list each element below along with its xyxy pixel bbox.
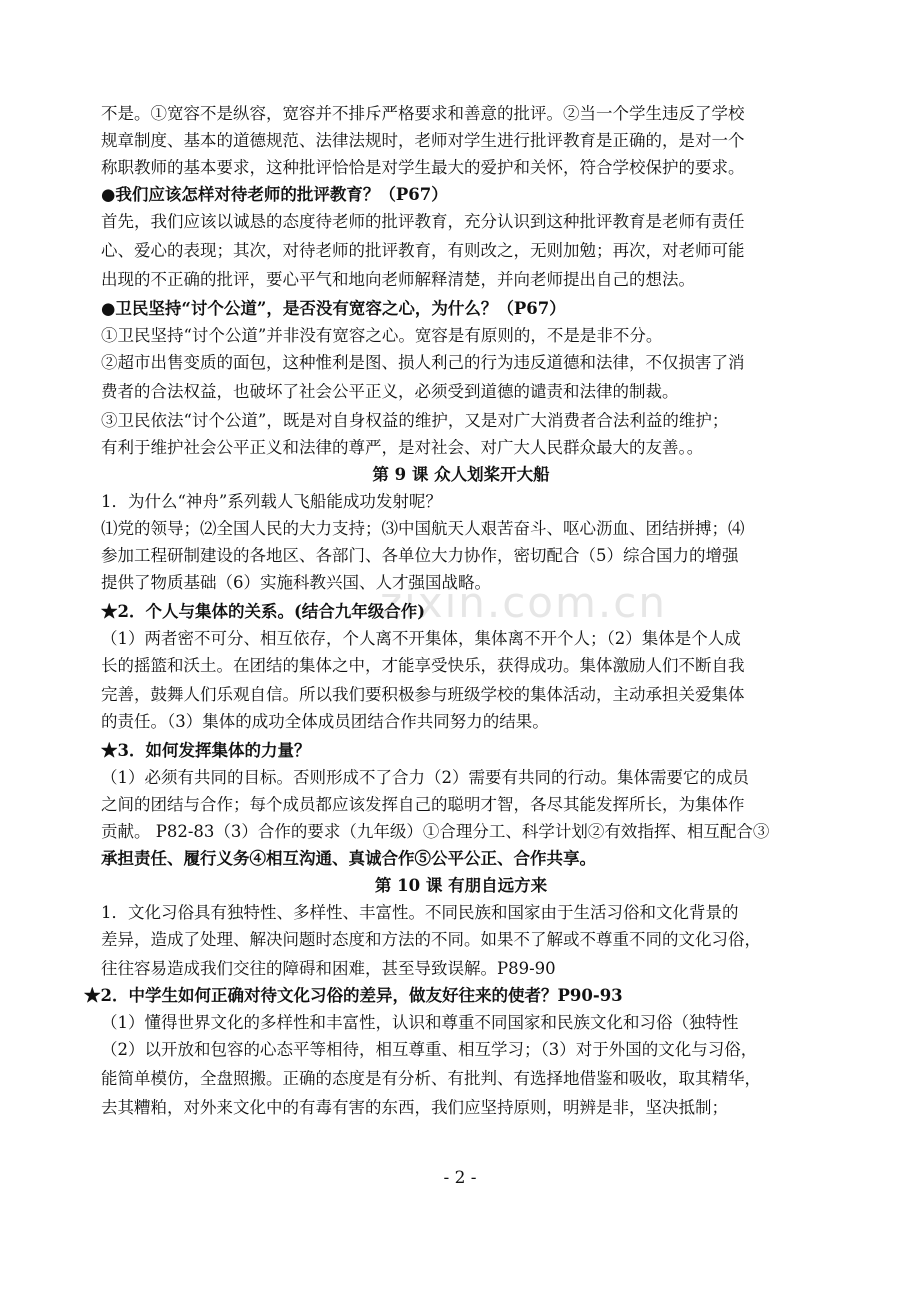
text-line: 出现的不正确的批评，要心平气和地向老师解释清楚，并向老师提出自己的想法。 <box>101 270 695 289</box>
text-line: 规章制度、基本的道德规范、法律法规时，老师对学生进行批评教育是正确的，是对一个 <box>101 131 745 150</box>
question-heading: ★3．如何发挥集体的力量？ <box>101 741 311 760</box>
text-line: ③卫民依法“讨个公道”，既是对自身权益的维护，又是对广大消费者合法利益的维护； <box>101 411 729 430</box>
text-line: 之间的团结与合作；每个成员都应该发挥自己的聪明才智，各尽其能发挥所长，为集体作 <box>101 795 745 814</box>
text-line: 的责任。（3）集体的成功全体成员团结合作共同努力的结果。 <box>101 712 549 731</box>
question-heading: ●我们应该怎样对待老师的批评教育？（P67） <box>101 185 448 204</box>
text-line: （1）必须有共同的目标。否则形成不了合力（2）需要有共同的行动。集体需要它的成员 <box>101 768 749 787</box>
text-line: 贡献。 P82-83（3）合作的要求（九年级）①合理分工、科学计划②有效指挥、相互配合③ <box>101 822 770 841</box>
text-line: 1．为什么“神舟”系列载人飞船能成功发射呢？ <box>101 492 442 511</box>
question-heading: ●卫民坚持“讨个公道”，是否没有宽容之心，为什么？（P67） <box>101 299 566 318</box>
text-line: 首先，我们应该以诚恳的态度待老师的批评教育，充分认识到这种批评教育是老师有责任 <box>101 212 745 231</box>
text-line: 心、爱心的表现；其次，对待老师的批评教育，有则改之，无则加勉；再次，对老师可能 <box>101 241 745 260</box>
text-line: （2）以开放和包容的心态平等相待，相互尊重、相互学习；（3）对于外国的文化与习俗， <box>101 1040 758 1059</box>
text-line: 有利于维护社会公平正义和法律的尊严，是对社会、对广大人民群众最大的友善。。 <box>101 438 704 457</box>
lesson-title: 第 9 课 众人划桨开大船 <box>372 465 550 484</box>
text-line: 能简单模仿，全盘照搬。正确的态度是有分析、有批判、有选择地借鉴和吸收，取其精华， <box>101 1069 761 1088</box>
question-heading: ★2．中学生如何正确对待文化习俗的差异，做友好往来的使者？P90-93 <box>84 986 623 1005</box>
text-line: 不是。①宽容不是纵容，宽容并不排斥严格要求和善意的批评。②当一个学生违反了学校 <box>101 104 745 123</box>
text-line: 去其糟粕，对外来文化中的有毒有害的东西，我们应坚持原则，明辨是非，坚决抵制； <box>101 1098 728 1117</box>
text-line: ②超市出售变质的面包，这种惟利是图、损人利己的行为违反道德和法律，不仅损害了消 <box>101 353 745 372</box>
text-line: 提供了物质基础（6）实施科教兴国、人才强国战略。 <box>101 573 491 592</box>
text-line: 承担责任、履行义务④相互沟通、真诚合作⑤公平公正、合作共享。 <box>101 849 596 868</box>
text-line: 参加工程研制建设的各地区、各部门、各单位大力协作，密切配合（5）综合国力的增强 <box>101 546 739 565</box>
text-line: 1．文化习俗具有独特性、多样性、丰富性。不同民族和国家由于生活习俗和文化背景的 <box>101 903 739 922</box>
text-line: （1）懂得世界文化的多样性和丰富性，认识和尊重不同国家和民族文化和习俗（独特性 <box>101 1013 739 1032</box>
watermark: zixin.com.cn <box>380 578 667 627</box>
text-line: 费者的合法权益，也破坏了社会公平正义，必须受到道德的谴责和法律的制裁。 <box>101 382 679 401</box>
question-heading: ★2．个人与集体的关系。(结合九年级合作) <box>101 602 426 621</box>
text-line: （1）两者密不可分、相互依存，个人离不开集体，集体离不开个人；（2）集体是个人成 <box>101 629 741 648</box>
page-number: - 2 - <box>443 1168 477 1188</box>
text-line: 称职教师的基本要求，这种批评恰恰是对学生最大的爱护和关怀，符合学校保护的要求。 <box>101 158 745 177</box>
text-line: 完善，鼓舞人们乐观自信。所以我们要积极参与班级学校的集体活动，主动承担关爱集体 <box>101 685 745 704</box>
text-line: ⑴党的领导；⑵全国人民的大力支持；⑶中国航天人艰苦奋斗、呕心沥血、团结拼搏；⑷ <box>101 519 745 538</box>
text-line: ①卫民坚持“讨个公道”并非没有宽容之心。宽容是有原则的，不是是非不分。 <box>101 326 663 345</box>
text-line: 长的摇篮和沃土。在团结的集体之中，才能享受快乐，获得成功。集体激励人们不断自我 <box>101 656 745 675</box>
lesson-title: 第 10 课 有朋自远方来 <box>374 876 548 895</box>
text-line: 差异，造成了处理、解决问题时态度和方法的不同。如果不了解或不尊重不同的文化习俗， <box>101 930 761 949</box>
text-line: 往往容易造成我们交往的障碍和困难，甚至导致误解。P89-90 <box>101 959 556 978</box>
